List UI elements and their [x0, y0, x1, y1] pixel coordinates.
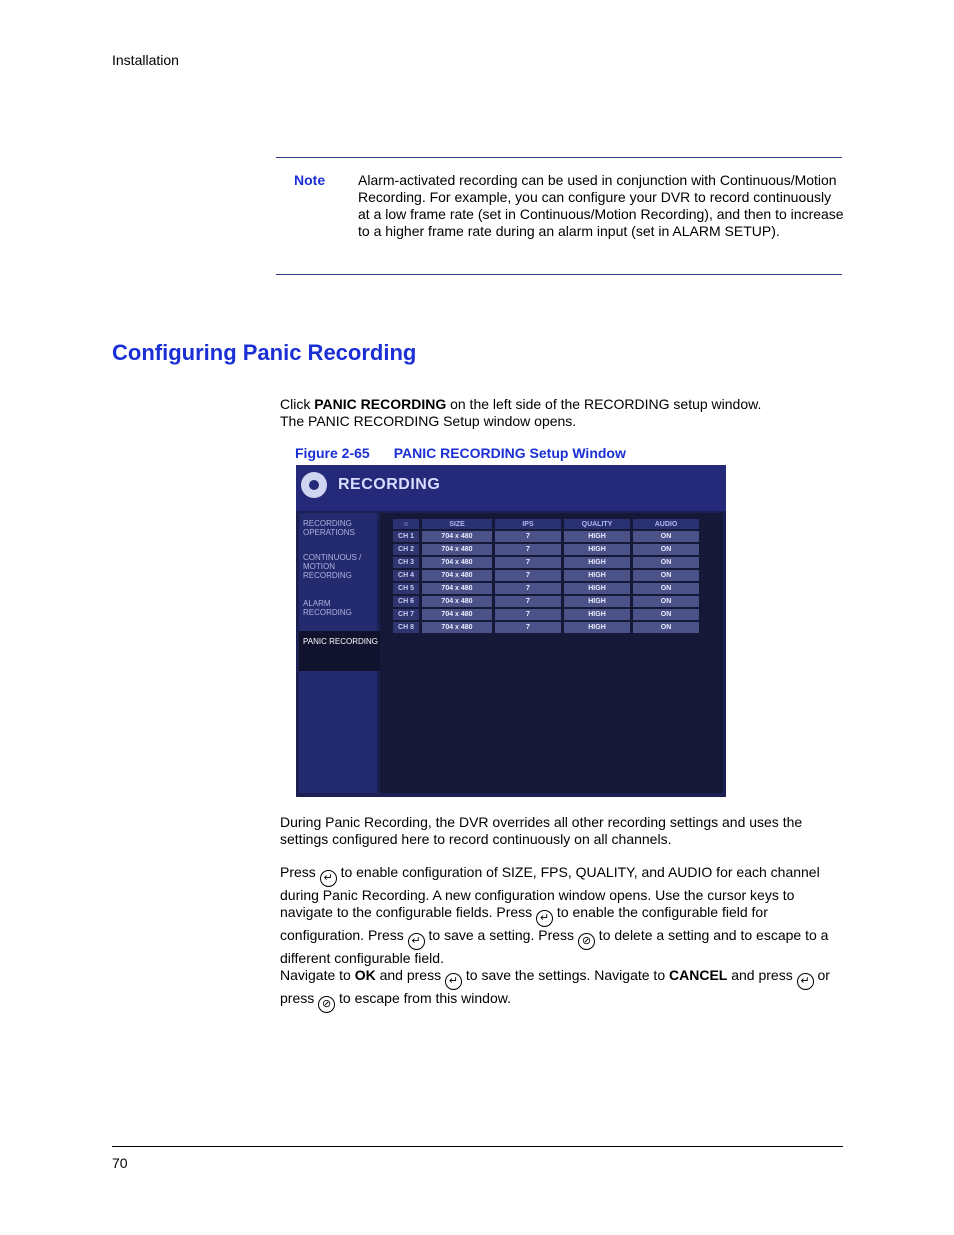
channel-label: CH 5 — [393, 583, 419, 594]
panic-description: During Panic Recording, the DVR overrides all other recording settings and uses the settings configured here to record continuously on all channels. — [280, 814, 803, 847]
enter-key-icon: ↵ — [536, 910, 553, 927]
channel-label: CH 3 — [393, 557, 419, 568]
sidebar-item-alarm-recording[interactable]: ALARM RECORDING — [303, 599, 352, 617]
footer-divider — [112, 1146, 843, 1147]
text-run: or press — [280, 967, 830, 1006]
ips-cell[interactable]: 7 — [495, 570, 561, 581]
table-row — [393, 544, 699, 555]
size-cell[interactable]: 704 x 480 — [422, 609, 492, 620]
figure-caption — [295, 445, 626, 461]
size-cell[interactable]: 704 x 480 — [422, 544, 492, 555]
dvr-sidebar — [299, 513, 377, 793]
column-header-audio: AUDIO — [633, 519, 699, 529]
quality-cell[interactable]: HIGH — [564, 570, 630, 581]
figure-number: Figure 2-65 — [295, 445, 370, 461]
ips-cell[interactable]: 7 — [495, 531, 561, 542]
configuration-instructions — [280, 864, 844, 967]
dvr-title-bar — [296, 465, 726, 511]
table-row — [393, 609, 699, 620]
table-row — [393, 557, 699, 568]
sidebar-item-recording-operations[interactable]: RECORDING OPERATIONS — [303, 519, 355, 537]
table-row — [393, 596, 699, 607]
audio-cell[interactable]: ON — [633, 570, 699, 581]
text-run: and press — [375, 967, 445, 983]
running-header: Installation — [112, 52, 179, 68]
size-cell[interactable]: 704 x 480 — [422, 531, 492, 542]
text-run: Navigate to — [280, 967, 355, 983]
sidebar-item-panic-recording[interactable]: PANIC RECORDING — [299, 631, 381, 671]
cancel-emphasis: CANCEL — [669, 967, 728, 983]
note-text: Alarm-activated recording can be used in conjunction with Continuous/Motion Recording. For example, you can configure your DVR to record continuously at a low frame rate (set in Continuous/Motion Recording), and then to increase to a higher frame rate during an alarm input (set in ALARM SETUP). — [358, 172, 844, 239]
column-header-ips: IPS — [495, 519, 561, 529]
text-run: to save a setting. Press — [424, 927, 578, 943]
audio-cell[interactable]: ON — [633, 609, 699, 620]
enter-key-icon: ↵ — [320, 870, 337, 887]
audio-cell[interactable]: ON — [633, 622, 699, 633]
ips-cell[interactable]: 7 — [495, 622, 561, 633]
escape-key-icon: ⊘ — [578, 933, 595, 950]
ips-cell[interactable]: 7 — [495, 557, 561, 568]
ips-cell[interactable]: 7 — [495, 609, 561, 620]
quality-cell[interactable]: HIGH — [564, 531, 630, 542]
channel-label: CH 2 — [393, 544, 419, 555]
size-cell[interactable]: 704 x 480 — [422, 583, 492, 594]
table-row — [393, 531, 699, 542]
audio-cell[interactable]: ON — [633, 557, 699, 568]
channel-label: CH 6 — [393, 596, 419, 607]
quality-cell[interactable]: HIGH — [564, 622, 630, 633]
intro-text: Click — [280, 396, 315, 412]
intro-line2: The PANIC RECORDING Setup window opens. — [280, 413, 577, 429]
intro-text-rest: on the left side of the RECORDING setup window. — [446, 396, 762, 412]
size-cell[interactable]: 704 x 480 — [422, 622, 492, 633]
ips-cell[interactable]: 7 — [495, 596, 561, 607]
intro-emphasis: PANIC RECORDING — [314, 396, 447, 412]
camera-icon: ☺ — [393, 519, 419, 529]
size-cell[interactable]: 704 x 480 — [422, 557, 492, 568]
column-header-size: SIZE — [422, 519, 492, 529]
dvr-main-panel — [380, 513, 723, 793]
table-row — [393, 570, 699, 581]
quality-cell[interactable]: HIGH — [564, 583, 630, 594]
audio-cell[interactable]: ON — [633, 596, 699, 607]
quality-cell[interactable]: HIGH — [564, 609, 630, 620]
enter-key-icon: ↵ — [797, 973, 814, 990]
channel-label: CH 7 — [393, 609, 419, 620]
channel-label: CH 4 — [393, 570, 419, 581]
quality-cell[interactable]: HIGH — [564, 596, 630, 607]
channel-label: CH 8 — [393, 622, 419, 633]
text-run: to enable configuration of SIZE, FPS, QUALITY, and AUDIO for each channel during Panic Recording. A new configuration window opens. Use the cursor keys to navigate to the configurable fields. Press — [280, 864, 820, 920]
table-row — [393, 583, 699, 594]
audio-cell[interactable]: ON — [633, 531, 699, 542]
ok-emphasis: OK — [354, 967, 376, 983]
text-run: to delete a setting and to escape to a different configurable field. — [280, 927, 829, 966]
table-row — [393, 622, 699, 633]
note-box — [276, 157, 842, 275]
dvr-screenshot — [296, 465, 726, 797]
text-run: to escape from this window. — [335, 990, 511, 1006]
quality-cell[interactable]: HIGH — [564, 544, 630, 555]
enter-key-icon: ↵ — [408, 933, 425, 950]
ips-cell[interactable]: 7 — [495, 544, 561, 555]
audio-cell[interactable]: ON — [633, 583, 699, 594]
text-run: to enable the configurable field for configuration. Press — [280, 904, 768, 943]
sidebar-item-continuous-motion[interactable]: CONTINUOUS / MOTION RECORDING — [303, 553, 362, 580]
enter-key-icon: ↵ — [445, 973, 462, 990]
channel-label: CH 1 — [393, 531, 419, 542]
section-title: Configuring Panic Recording — [112, 340, 417, 365]
ips-cell[interactable]: 7 — [495, 583, 561, 594]
note-label: Note — [294, 172, 326, 188]
size-cell[interactable]: 704 x 480 — [422, 570, 492, 581]
panic-settings-table — [390, 517, 702, 635]
column-header-quality: QUALITY — [564, 519, 630, 529]
intro-paragraph — [280, 396, 844, 430]
audio-cell[interactable]: ON — [633, 544, 699, 555]
text-run: and press — [727, 967, 797, 983]
table-header-row — [393, 519, 699, 529]
page-number: 70 — [112, 1155, 128, 1171]
text-run: Press — [280, 864, 320, 880]
film-reel-icon — [301, 472, 327, 498]
quality-cell[interactable]: HIGH — [564, 557, 630, 568]
dvr-window-title: RECORDING — [338, 476, 441, 493]
text-run: to save the settings. Navigate to — [461, 967, 669, 983]
size-cell[interactable]: 704 x 480 — [422, 596, 492, 607]
navigation-instructions — [280, 967, 844, 1013]
escape-key-icon: ⊘ — [318, 996, 335, 1013]
figure-title: PANIC RECORDING Setup Window — [393, 445, 626, 461]
